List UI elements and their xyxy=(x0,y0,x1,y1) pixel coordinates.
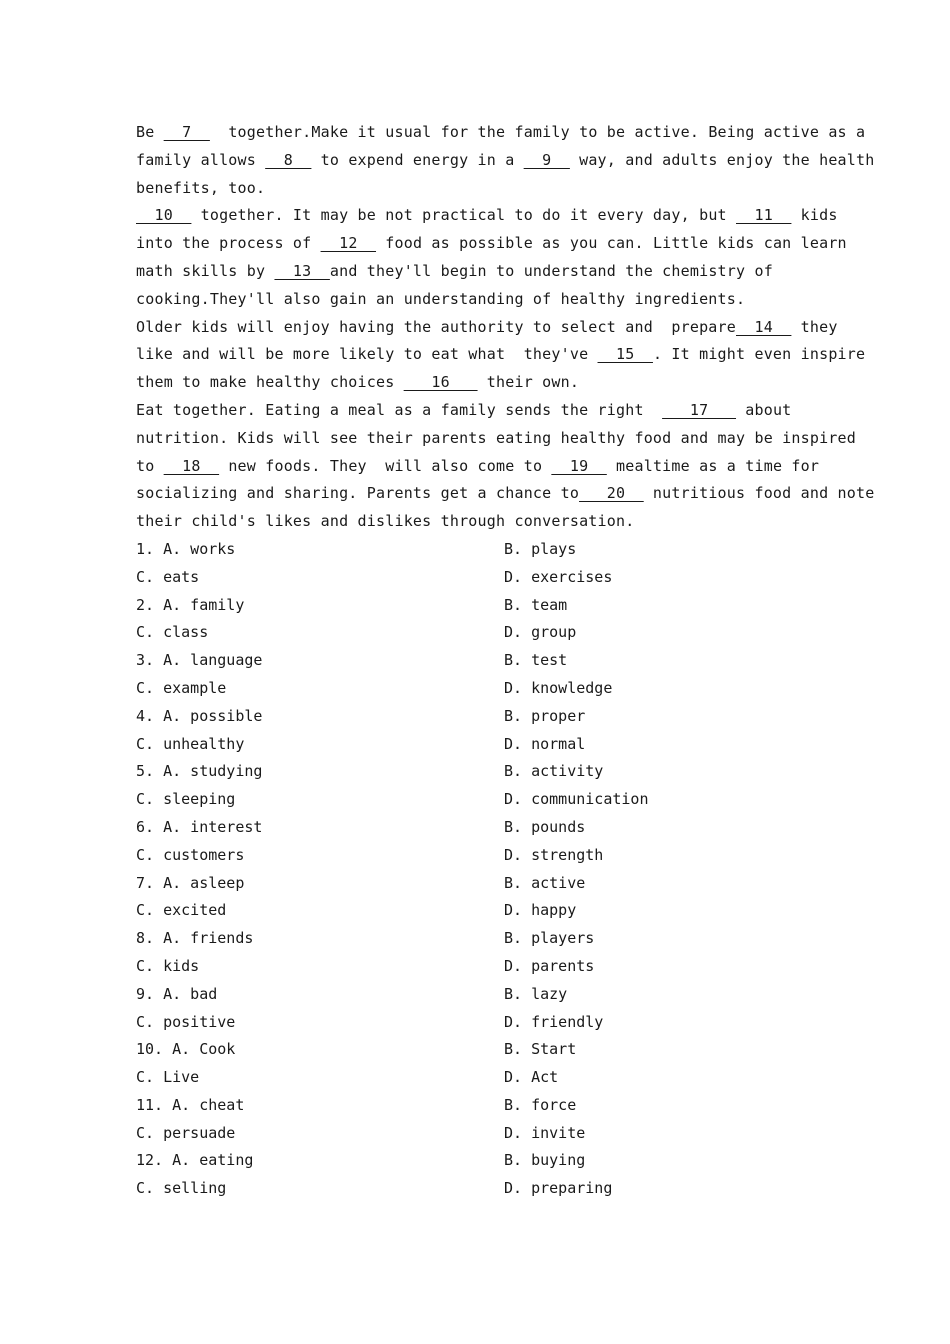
option-row xyxy=(136,1120,816,1148)
option-row xyxy=(136,619,816,647)
answer-blank: ___20__ xyxy=(579,484,644,503)
passage-text: about xyxy=(736,400,792,419)
answer-blank: __19__ xyxy=(551,456,607,475)
option-right: B. force xyxy=(504,1095,577,1114)
passage-text: like and will be more likely to eat what they've xyxy=(136,345,598,364)
passage-line xyxy=(136,175,816,203)
option-right: D. communication xyxy=(504,790,649,809)
passage-text: way, and adults enjoy the health xyxy=(569,150,875,169)
option-row xyxy=(136,1092,816,1120)
passage-line xyxy=(136,397,816,425)
document-content xyxy=(136,119,875,1203)
answer-blank: __10__ xyxy=(136,206,192,225)
answer-blank: __9__ xyxy=(523,150,570,169)
option-right: D. knowledge xyxy=(504,678,613,697)
option-left: C. eats xyxy=(136,567,200,586)
passage-text: food as possible as you can. Little kids can learn xyxy=(376,234,847,253)
option-left: 6. A. interest xyxy=(136,817,263,836)
option-left: 7. A. asleep xyxy=(136,873,245,892)
passage-line xyxy=(136,286,816,314)
option-row xyxy=(136,1064,816,1092)
passage-text: Older kids will enjoy having the authority to select and prepare xyxy=(136,317,736,336)
option-left: C. excited xyxy=(136,901,227,920)
option-left: C. class xyxy=(136,623,209,642)
option-right: D. exercises xyxy=(504,567,613,586)
option-row xyxy=(136,564,816,592)
passage-text: benefits, too. xyxy=(136,178,266,197)
option-right: D. invite xyxy=(504,1123,586,1142)
passage-text: their own. xyxy=(477,373,580,392)
option-right: D. happy xyxy=(504,901,577,920)
passage-text: together. It may be not practical to do it every day, but xyxy=(191,206,737,225)
option-row xyxy=(136,675,816,703)
option-row xyxy=(136,786,816,814)
passage-line xyxy=(136,480,875,508)
option-row xyxy=(136,953,816,981)
option-right: D. group xyxy=(504,623,577,642)
answer-blank: __13__ xyxy=(274,261,330,280)
answer-options xyxy=(136,536,816,1203)
option-row xyxy=(136,1036,816,1064)
option-left: C. customers xyxy=(136,845,245,864)
passage-text: together.Make it usual for the family to be active. Being active as a xyxy=(209,123,866,141)
passage-line xyxy=(136,341,866,369)
option-left: 8. A. friends xyxy=(136,929,254,948)
passage-text: nutritious food and note xyxy=(643,484,875,503)
option-left: 9. A. bad xyxy=(136,984,218,1003)
passage-text: cooking.They'll also gain an understanding of healthy ingredients. xyxy=(136,289,746,308)
passage-line xyxy=(136,202,838,230)
option-row xyxy=(136,897,816,925)
passage-text: . It might even inspire xyxy=(652,345,866,364)
answer-blank: __14__ xyxy=(736,317,792,336)
option-left: 5. A. studying xyxy=(136,762,263,781)
passage-line xyxy=(136,425,856,453)
option-right: D. friendly xyxy=(504,1012,604,1031)
answer-blank: __7__ xyxy=(163,123,210,141)
passage-text: they xyxy=(791,317,838,336)
passage-text: family allows xyxy=(136,150,266,169)
option-left: C. Live xyxy=(136,1068,200,1087)
option-left: 12. A. eating xyxy=(136,1151,254,1170)
option-right: D. strength xyxy=(504,845,604,864)
option-row xyxy=(136,703,816,731)
option-row xyxy=(136,536,816,564)
option-left: 3. A. language xyxy=(136,651,263,670)
option-right: B. plays xyxy=(504,539,577,558)
answer-blank: __11__ xyxy=(736,206,792,225)
option-right: D. preparing xyxy=(504,1179,613,1198)
option-left: 1. A. works xyxy=(136,539,236,558)
option-left: 2. A. family xyxy=(136,595,245,614)
passage-line xyxy=(136,147,875,175)
passage-text: into the process of xyxy=(136,234,321,253)
option-right: D. Act xyxy=(504,1068,559,1087)
option-right: B. pounds xyxy=(504,817,586,836)
option-left: C. kids xyxy=(136,956,200,975)
option-right: B. Start xyxy=(504,1040,577,1059)
option-row xyxy=(136,870,816,898)
option-row xyxy=(136,647,816,675)
option-left: C. persuade xyxy=(136,1123,236,1142)
passage-line xyxy=(136,369,816,397)
passage-text: Be xyxy=(136,123,164,141)
option-left: C. example xyxy=(136,678,227,697)
option-row xyxy=(136,842,816,870)
answer-blank: __15__ xyxy=(597,345,653,364)
passage-line xyxy=(136,453,820,481)
option-right: B. activity xyxy=(504,762,604,781)
answer-blank: ___17___ xyxy=(662,400,737,419)
option-left: C. selling xyxy=(136,1179,227,1198)
option-right: B. buying xyxy=(504,1151,586,1170)
passage-text: to expend energy in a xyxy=(311,150,524,169)
passage-text: and they'll begin to understand the chemistry of xyxy=(329,261,773,280)
passage-text: kids xyxy=(791,206,838,225)
passage-line xyxy=(136,119,866,147)
answer-blank: __18__ xyxy=(163,456,220,475)
option-left: C. positive xyxy=(136,1012,236,1031)
option-row xyxy=(136,1147,816,1175)
passage-text: new foods. They will also come to xyxy=(219,456,552,475)
passage-text: them to make healthy choices xyxy=(136,373,404,392)
passage-text: nutrition. Kids will see their parents eating healthy food and may be inspired xyxy=(136,428,856,447)
option-left: C. unhealthy xyxy=(136,734,245,753)
answer-blank: __8__ xyxy=(265,150,312,169)
option-row xyxy=(136,731,816,759)
option-row xyxy=(136,1175,816,1203)
option-right: B. proper xyxy=(504,706,586,725)
passage-text: mealtime as a time for xyxy=(606,456,820,475)
answer-blank: __12__ xyxy=(320,234,377,253)
option-right: B. test xyxy=(504,651,568,670)
passage-text: socializing and sharing. Parents get a chance to xyxy=(136,484,580,503)
option-right: D. normal xyxy=(504,734,586,753)
passage-text: math skills by xyxy=(136,261,275,280)
option-row xyxy=(136,592,816,620)
option-row xyxy=(136,1009,816,1037)
option-row xyxy=(136,758,816,786)
option-row xyxy=(136,925,816,953)
passage-text: Eat together. Eating a meal as a family sends the right xyxy=(136,400,663,419)
option-right: B. lazy xyxy=(504,984,568,1003)
option-left: 10. A. Cook xyxy=(136,1040,236,1059)
option-left: C. sleeping xyxy=(136,790,236,809)
passage-line xyxy=(136,314,838,342)
passage-text: their child's likes and dislikes through conversation. xyxy=(136,512,635,531)
option-right: D. parents xyxy=(504,956,595,975)
cloze-passage xyxy=(136,119,875,536)
passage-line xyxy=(136,230,847,258)
passage-line xyxy=(136,508,816,536)
option-row xyxy=(136,814,816,842)
option-row xyxy=(136,981,816,1009)
option-right: B. active xyxy=(504,873,586,892)
option-right: B. players xyxy=(504,929,595,948)
passage-line xyxy=(136,258,816,286)
option-left: 4. A. possible xyxy=(136,706,263,725)
option-right: B. team xyxy=(504,595,568,614)
passage-text: to xyxy=(136,456,164,475)
option-left: 11. A. cheat xyxy=(136,1095,245,1114)
answer-blank: ___16___ xyxy=(403,373,478,392)
